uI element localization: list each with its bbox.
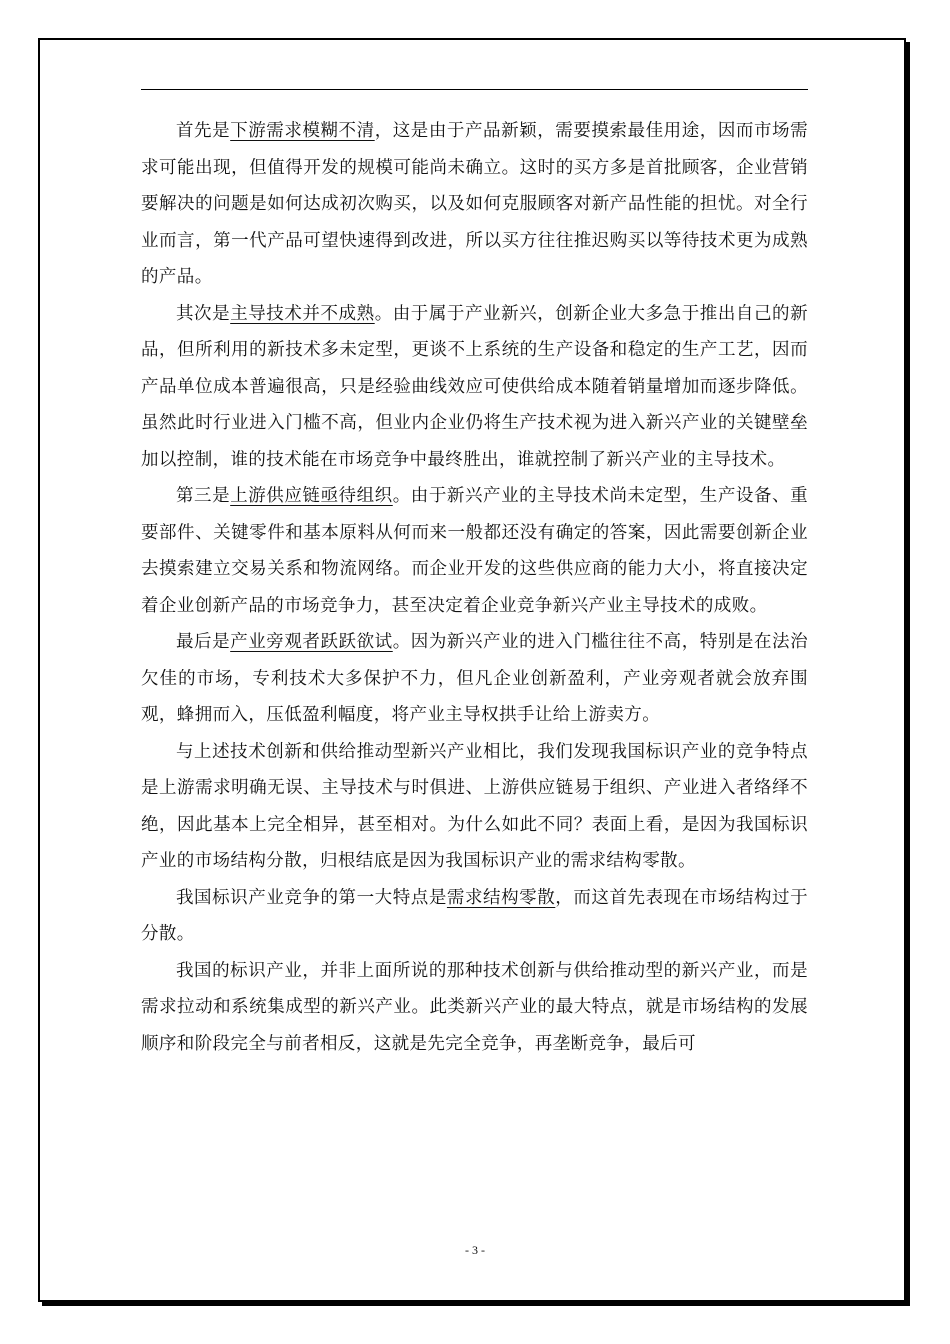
document-body bbox=[141, 113, 808, 1062]
underlined-term: 产业旁观者跃跃欲试 bbox=[230, 632, 393, 652]
paragraph-5: 与上述技术创新和供给推动型新兴产业相比，我们发现我国标识产业的竞争特点是上游需求明确无误、主导技术与时俱进、上游供应链易于组织、产业进入者络绎不绝，因此基本上完全相异，甚至相对。为什么如此不同？表面上看，是因为我国标识产业的市场结构分散，归根结底是因为我国标识产业的需求结构零散。 bbox=[141, 741, 808, 871]
underlined-term: 下游需求模糊不清 bbox=[230, 121, 375, 141]
underlined-term: 主导技术并不成熟 bbox=[230, 303, 375, 324]
paragraph-3: 第三是上游供应链亟待组织。由于新兴产业的主导技术尚未定型，生产设备、重要部件、关键零件和基本原料从何而来一般都还没有确定的答案，因此需要创新企业去摸索建立交易关系和物流网络。而企业开发的这些供应商的能力大小，将直接决定着企业创新产品的市场竞争力，甚至决定着企业竞争新兴产业主导技术的成败。 bbox=[141, 486, 808, 616]
paragraph-2: 其次是主导技术并不成熟。由于属于产业新兴，创新企业大多急于推出自己的新品，但所利用的新技术多未定型，更谈不上系统的生产设备和稳定的生产工艺，因而产品单位成本普遍很高，只是经验曲线效应可使供给成本随着销量增加而逐步降低。虽然此时行业进入门槛不高，但业内企业仍将生产技术视为进入新兴产业的关键壁垒加以控制，谁的技术能在市场竞争中最终胜出，谁就控制了新兴产业的主导技术。 bbox=[141, 303, 808, 470]
paragraph-4: 最后是产业旁观者跃跃欲试。因为新兴产业的进入门槛往往不高，特别是在法治欠佳的市场，专利技术大多保护不力，但凡企业创新盈利，产业旁观者就会放弃围观，蜂拥而入，压低盈利幅度，将产业主导权拱手让给上游卖方。 bbox=[141, 632, 808, 725]
page-number: - 3 - bbox=[465, 1243, 485, 1257]
paragraph-1: 首先是下游需求模糊不清，这是由于产品新颖，需要摸索最佳用途，因而市场需求可能出现，但值得开发的规模可能尚未确立。这时的买方多是首批顾客，企业营销要解决的问题是如何达成初次购买，以及如何克服顾客对新产品性能的担忧。对全行业而言，第一代产品可望快速得到改进，所以买方往往推迟购买以等待技术更为成熟的产品。 bbox=[141, 121, 808, 287]
header-rule bbox=[141, 89, 808, 90]
underlined-term: 上游供应链亟待组织 bbox=[230, 486, 393, 506]
paragraph-6: 我国标识产业竞争的第一大特点是需求结构零散，而这首先表现在市场结构过于分散。 bbox=[141, 887, 808, 944]
underlined-term: 需求结构零散 bbox=[446, 887, 556, 908]
paragraph-7: 我国的标识产业，并非上面所说的那种技术创新与供给推动型的新兴产业，而是需求拉动和系统集成型的新兴产业。此类新兴产业的最大特点，就是市场结构的发展顺序和阶段完全与前者相反，这就是先完全竞争，再垄断竞争，最后可 bbox=[141, 960, 808, 1054]
